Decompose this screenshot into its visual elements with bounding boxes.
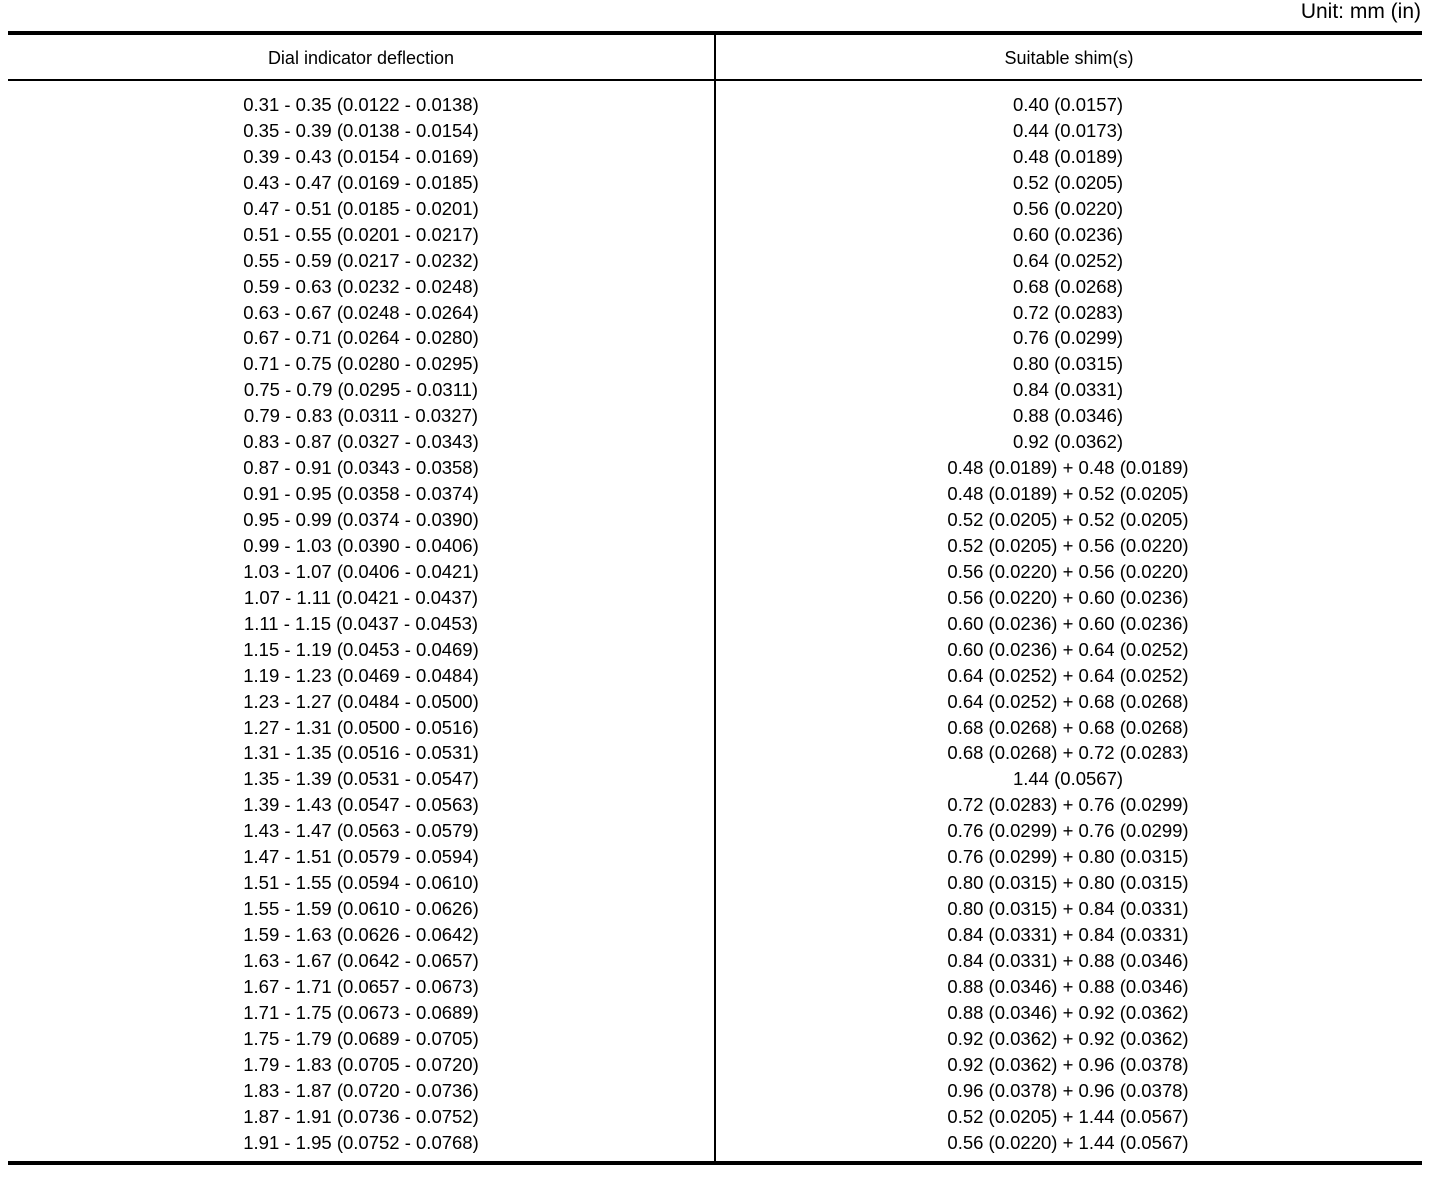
- deflection-cell: 0.99 - 1.03 (0.0390 - 0.0406): [243, 534, 479, 556]
- table-row: [8, 637, 1422, 663]
- shim-cell: 0.92 (0.0362): [1012, 431, 1124, 453]
- deflection-cell: 1.51 - 1.55 (0.0594 - 0.0610): [243, 872, 479, 894]
- deflection-cell: 1.47 - 1.51 (0.0579 - 0.0594): [243, 846, 479, 868]
- deflection-cell: 0.79 - 0.83 (0.0311 - 0.0327): [243, 405, 479, 427]
- table-row: [8, 870, 1422, 896]
- table-row: [8, 766, 1422, 792]
- deflection-cell: 0.83 - 0.87 (0.0327 - 0.0343): [243, 431, 479, 453]
- shim-cell: 0.60 (0.0236) + 0.60 (0.0236): [947, 612, 1189, 634]
- table-row: [8, 663, 1422, 689]
- table-row: [8, 325, 1422, 351]
- column-header-shims: Suitable shim(s): [1004, 48, 1134, 68]
- shim-cell: 0.60 (0.0236): [1012, 223, 1124, 245]
- deflection-cell: 1.79 - 1.83 (0.0705 - 0.0720): [243, 1053, 479, 1075]
- deflection-cell: 0.87 - 0.91 (0.0343 - 0.0358): [243, 457, 479, 479]
- deflection-cell: 0.91 - 0.95 (0.0358 - 0.0374): [243, 483, 479, 505]
- shim-cell: 0.88 (0.0346): [1012, 405, 1124, 427]
- deflection-cell: 1.91 - 1.95 (0.0752 - 0.0768): [243, 1131, 479, 1153]
- shim-cell: 0.56 (0.0220) + 0.56 (0.0220): [947, 560, 1189, 582]
- table-row: [8, 92, 1422, 118]
- table-row: [8, 144, 1422, 170]
- table-row: [8, 559, 1422, 585]
- shim-cell: 0.72 (0.0283): [1012, 301, 1124, 323]
- shim-cell: 0.68 (0.0268) + 0.68 (0.0268): [947, 716, 1189, 738]
- shim-cell: 0.76 (0.0299) + 0.76 (0.0299): [947, 820, 1189, 842]
- table-row: [8, 818, 1422, 844]
- shim-cell: 0.56 (0.0220) + 0.60 (0.0236): [947, 586, 1189, 608]
- deflection-cell: 0.71 - 0.75 (0.0280 - 0.0295): [243, 353, 479, 375]
- deflection-cell: 0.75 - 0.79 (0.0295 - 0.0311): [243, 379, 479, 401]
- shim-cell: 0.64 (0.0252) + 0.64 (0.0252): [947, 664, 1189, 686]
- shim-cell: 0.40 (0.0157): [1012, 94, 1124, 115]
- shim-cell: 0.76 (0.0299): [1012, 327, 1124, 349]
- deflection-cell: 0.95 - 0.99 (0.0374 - 0.0390): [243, 509, 479, 530]
- table-row: [8, 429, 1422, 455]
- table-row: [8, 1104, 1422, 1130]
- table-row: [8, 585, 1422, 611]
- deflection-cell: 1.87 - 1.91 (0.0736 - 0.0752): [243, 1105, 479, 1127]
- table-row: [8, 792, 1422, 818]
- table-row: [8, 715, 1422, 741]
- deflection-cell: 0.67 - 0.71 (0.0264 - 0.0280): [243, 327, 479, 349]
- deflection-cell: 0.35 - 0.39 (0.0138 - 0.0154): [243, 119, 479, 141]
- shim-cell: 0.80 (0.0315) + 0.84 (0.0331): [947, 898, 1189, 920]
- column-header-deflection: Dial indicator deflection: [267, 48, 455, 68]
- table-row: [8, 403, 1422, 429]
- shim-cell: 0.80 (0.0315): [1012, 353, 1124, 375]
- table-row: [8, 1130, 1422, 1156]
- shim-cell: 0.56 (0.0220) + 1.44 (0.0567): [947, 1131, 1189, 1153]
- deflection-cell: 0.47 - 0.51 (0.0185 - 0.0201): [243, 197, 479, 219]
- table-row: [8, 533, 1422, 559]
- table-row: [8, 896, 1422, 922]
- shim-cell: 0.64 (0.0252): [1012, 249, 1124, 271]
- deflection-cell: 1.15 - 1.19 (0.0453 - 0.0469): [243, 638, 479, 660]
- shim-cell: 0.60 (0.0236) + 0.64 (0.0252): [947, 638, 1189, 660]
- deflection-cell: 1.07 - 1.11 (0.0421 - 0.0437): [243, 586, 479, 608]
- table-row: [8, 481, 1422, 507]
- deflection-cell: 1.31 - 1.35 (0.0516 - 0.0531): [243, 742, 479, 764]
- table-row: [8, 1052, 1422, 1078]
- deflection-cell: 1.03 - 1.07 (0.0406 - 0.0421): [243, 560, 479, 582]
- shim-cell: 0.44 (0.0173): [1012, 119, 1124, 141]
- shim-cell: 0.52 (0.0205) + 0.52 (0.0205): [947, 509, 1189, 530]
- table-row: [8, 248, 1422, 274]
- deflection-cell: 0.43 - 0.47 (0.0169 - 0.0185): [243, 171, 479, 193]
- shim-cell: 0.92 (0.0362) + 0.96 (0.0378): [947, 1053, 1189, 1075]
- shim-cell: 0.48 (0.0189): [1012, 145, 1124, 167]
- table-row: [8, 974, 1422, 1000]
- shim-cell: 0.48 (0.0189) + 0.52 (0.0205): [947, 483, 1189, 505]
- table-row: [8, 274, 1422, 300]
- shim-cell: 0.88 (0.0346) + 0.92 (0.0362): [947, 1001, 1189, 1023]
- shim-cell: 0.52 (0.0205): [1012, 171, 1124, 193]
- shim-cell: 0.56 (0.0220): [1012, 197, 1124, 219]
- shim-cell: 0.52 (0.0205) + 1.44 (0.0567): [947, 1105, 1189, 1127]
- table-row: [8, 222, 1422, 248]
- deflection-cell: 1.43 - 1.47 (0.0563 - 0.0579): [243, 820, 479, 842]
- table-row: [8, 740, 1422, 766]
- deflection-cell: 1.59 - 1.63 (0.0626 - 0.0642): [243, 924, 479, 945]
- shim-cell: 0.68 (0.0268): [1012, 275, 1124, 297]
- table-row: [8, 170, 1422, 196]
- shim-cell: 0.84 (0.0331): [1012, 379, 1124, 401]
- deflection-cell: 1.83 - 1.87 (0.0720 - 0.0736): [243, 1079, 479, 1101]
- deflection-cell: 1.71 - 1.75 (0.0673 - 0.0689): [243, 1001, 479, 1023]
- deflection-cell: 0.51 - 0.55 (0.0201 - 0.0217): [243, 223, 479, 245]
- shim-cell: 1.44 (0.0567): [1012, 768, 1124, 790]
- deflection-cell: 1.35 - 1.39 (0.0531 - 0.0547): [243, 768, 479, 790]
- shim-cell: 0.68 (0.0268) + 0.72 (0.0283): [947, 742, 1189, 764]
- table-row: [8, 118, 1422, 144]
- shim-cell: 0.92 (0.0362) + 0.92 (0.0362): [947, 1027, 1189, 1049]
- table-row: [8, 948, 1422, 974]
- deflection-cell: 0.31 - 0.35 (0.0122 - 0.0138): [243, 94, 479, 115]
- table-row: [8, 611, 1422, 637]
- deflection-cell: 1.63 - 1.67 (0.0642 - 0.0657): [243, 949, 479, 971]
- deflection-cell: 1.11 - 1.15 (0.0437 - 0.0453): [243, 612, 479, 634]
- table-row: [8, 196, 1422, 222]
- deflection-cell: 0.39 - 0.43 (0.0154 - 0.0169): [243, 145, 479, 167]
- deflection-cell: 0.55 - 0.59 (0.0217 - 0.0232): [243, 249, 479, 271]
- deflection-cell: 1.23 - 1.27 (0.0484 - 0.0500): [243, 690, 479, 712]
- table-row: [8, 689, 1422, 715]
- table-row: [8, 1000, 1422, 1026]
- shim-cell: 0.88 (0.0346) + 0.88 (0.0346): [947, 975, 1189, 997]
- deflection-cell: 0.63 - 0.67 (0.0248 - 0.0264): [243, 301, 479, 323]
- table-row: [8, 1078, 1422, 1104]
- table-row: [8, 377, 1422, 403]
- shim-cell: 0.52 (0.0205) + 0.56 (0.0220): [947, 534, 1189, 556]
- deflection-cell: 0.59 - 0.63 (0.0232 - 0.0248): [243, 275, 479, 297]
- deflection-cell: 1.67 - 1.71 (0.0657 - 0.0673): [243, 975, 479, 997]
- table-row: [8, 1026, 1422, 1052]
- shim-cell: 0.64 (0.0252) + 0.68 (0.0268): [947, 690, 1189, 712]
- table-row: [8, 300, 1422, 326]
- deflection-cell: 1.55 - 1.59 (0.0610 - 0.0626): [243, 898, 479, 920]
- table-row: [8, 455, 1422, 481]
- table-bottom-rule: [8, 1161, 1422, 1165]
- shim-cell: 0.84 (0.0331) + 0.88 (0.0346): [947, 949, 1189, 971]
- table-body: [8, 92, 1422, 1155]
- shim-cell: 0.48 (0.0189) + 0.48 (0.0189): [947, 457, 1189, 479]
- table-row: [8, 922, 1422, 948]
- shim-cell: 0.80 (0.0315) + 0.80 (0.0315): [947, 872, 1189, 894]
- table-row: [8, 507, 1422, 533]
- shim-cell: 0.72 (0.0283) + 0.76 (0.0299): [947, 794, 1189, 816]
- shim-cell: 0.76 (0.0299) + 0.80 (0.0315): [947, 846, 1189, 868]
- table-row: [8, 844, 1422, 870]
- deflection-cell: 1.19 - 1.23 (0.0469 - 0.0484): [243, 664, 479, 686]
- deflection-cell: 1.39 - 1.43 (0.0547 - 0.0563): [243, 794, 479, 816]
- deflection-cell: 1.27 - 1.31 (0.0500 - 0.0516): [243, 716, 479, 738]
- shim-cell: 0.84 (0.0331) + 0.84 (0.0331): [947, 924, 1189, 945]
- shim-cell: 0.96 (0.0378) + 0.96 (0.0378): [947, 1079, 1189, 1101]
- table-row: [8, 351, 1422, 377]
- unit-label: Unit: mm (in): [1300, 0, 1421, 23]
- deflection-cell: 1.75 - 1.79 (0.0689 - 0.0705): [243, 1027, 479, 1049]
